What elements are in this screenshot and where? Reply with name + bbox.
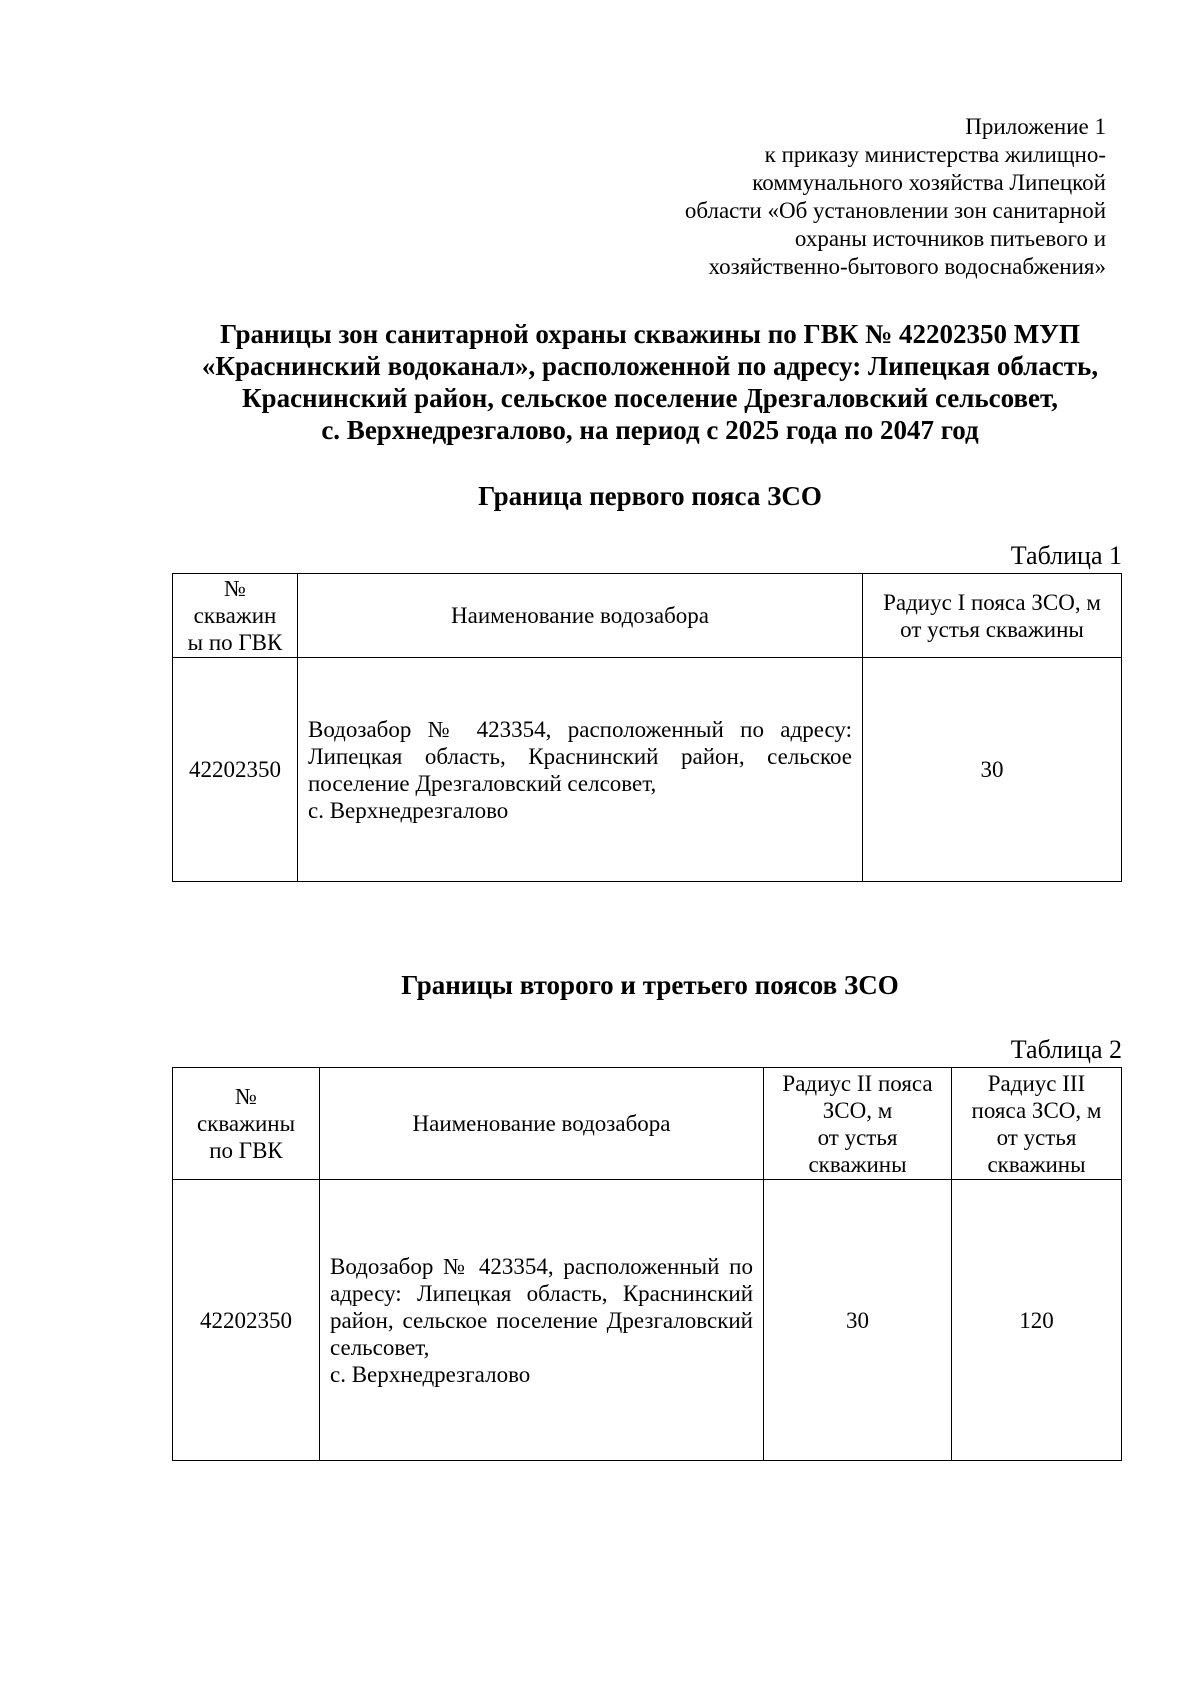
header-text: от устья скважины	[900, 616, 1084, 642]
appendix-line: охраны источников питьевого и	[794, 226, 1106, 251]
header-text: Радиус I пояса ЗСО, м	[883, 589, 1101, 615]
appendix-line: коммунального хозяйства Липецкой	[752, 170, 1106, 195]
header-text: №	[224, 576, 246, 601]
header-text: от устья	[817, 1124, 898, 1150]
table1-header-row	[173, 574, 1122, 658]
intake-description-cell	[298, 658, 863, 882]
intake-description: Водозабор № 423354, расположенный по адресу: Липецкая область, Краснинский район, сельское поселение Дрезгаловский селсовет,	[308, 716, 852, 796]
table2-header-row	[173, 1068, 1122, 1180]
table1-header-radius	[863, 574, 1122, 658]
radius2-cell: 30	[764, 1180, 952, 1461]
appendix-note	[626, 113, 1106, 281]
title-line: Границы зон санитарной охраны скважины по ГВК № 42202350 МУП	[219, 319, 1081, 349]
radius3-cell: 120	[952, 1180, 1122, 1461]
header-text: Радиус III	[987, 1070, 1086, 1096]
intake-description: Водозабор № 423354, расположенный по адресу: Липецкая область, Краснинский район, сельское поселение Дрезгаловский сельсовет,	[330, 1253, 753, 1360]
table1-header-intake: Наименование водозабора	[298, 574, 863, 658]
appendix-line: к приказу министерства жилищно-	[764, 142, 1106, 167]
header-text: скважин	[193, 603, 277, 628]
header-text: Радиус II пояса	[782, 1070, 933, 1096]
radius1-cell: 30	[863, 658, 1122, 882]
table-1	[172, 573, 1122, 882]
table2-header-well	[173, 1068, 320, 1180]
table2-label: Таблица 2	[1010, 1035, 1122, 1064]
document-title	[130, 318, 1170, 446]
table1-label: Таблица 1	[1010, 541, 1122, 570]
appendix-line: Приложение 1	[965, 114, 1106, 139]
well-number-cell: 42202350	[173, 1180, 320, 1461]
table2-header-intake: Наименование водозабора	[320, 1068, 764, 1180]
table-2	[172, 1067, 1122, 1461]
table2-header-radius2	[764, 1068, 952, 1180]
well-number-cell: 42202350	[173, 658, 298, 882]
intake-description-last: с. Верхнедрезгалово	[308, 797, 509, 823]
header-text: скважины	[808, 1151, 907, 1177]
intake-description-last: с. Верхнедрезгалово	[330, 1361, 531, 1387]
appendix-line: хозяйственно-бытового водоснабжения»	[708, 254, 1106, 279]
header-text: ЗСО, м	[822, 1097, 893, 1123]
header-text: по ГВК	[209, 1138, 283, 1163]
header-text: скважины	[196, 1111, 296, 1136]
section2-title: Границы второго и третьего поясов ЗСО	[401, 970, 899, 1000]
table-row	[173, 1180, 1122, 1461]
header-text: ы по ГВК	[187, 630, 283, 655]
header-text: №	[235, 1084, 257, 1109]
table1-header-well	[173, 574, 298, 658]
title-line: «Краснинский водоканал», расположенной по адресу: Липецкая область,	[201, 351, 1099, 381]
header-text: от устья	[996, 1124, 1077, 1150]
appendix-line: области «Об установлении зон санитарной	[684, 198, 1106, 223]
header-text: скважины	[987, 1151, 1086, 1177]
section1-title: Граница первого пояса ЗСО	[478, 481, 822, 511]
title-line: Краснинский район, сельское поселение Дрезгаловский сельсовет,	[241, 383, 1059, 413]
table2-header-radius3	[952, 1068, 1122, 1180]
header-text: пояса ЗСО, м	[971, 1097, 1102, 1123]
title-line: с. Верхнедрезгалово, на период с 2025 года по 2047 год	[321, 415, 979, 445]
intake-description-cell	[320, 1180, 764, 1461]
table-row	[173, 658, 1122, 882]
